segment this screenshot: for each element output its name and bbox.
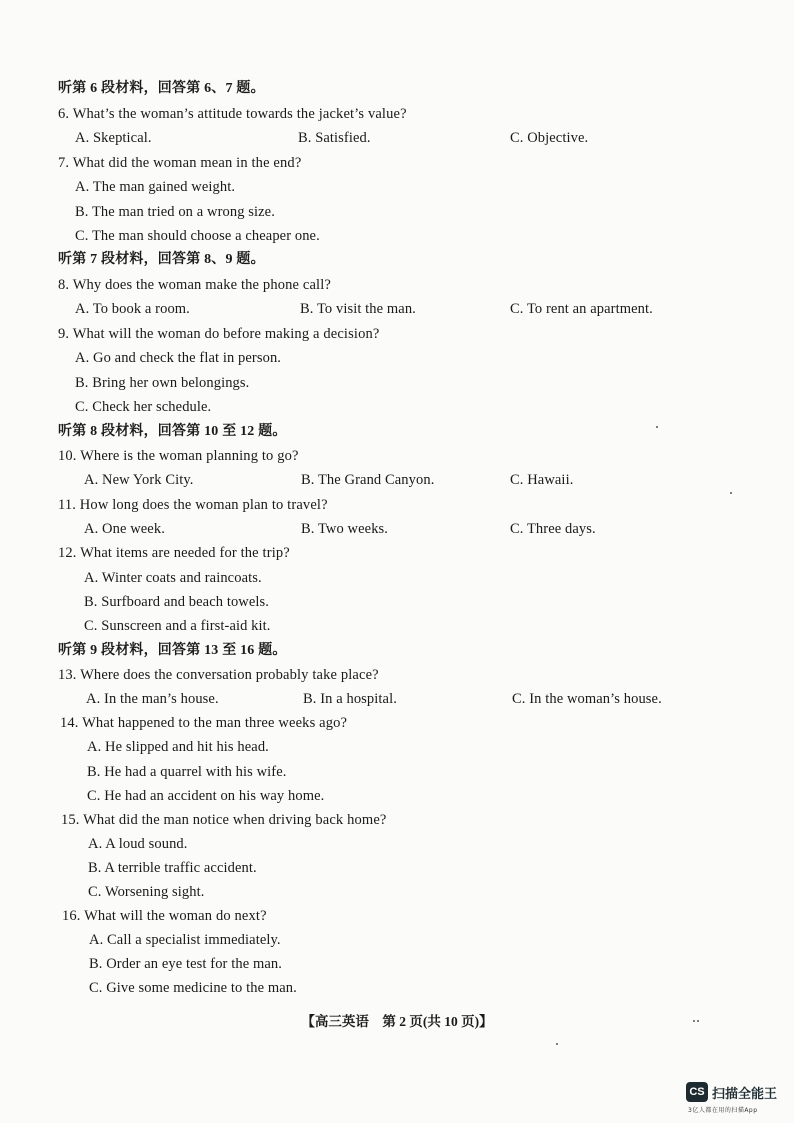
question-11-stem: 11. How long does the woman plan to travel?: [58, 497, 328, 513]
question-14-option-b: B. He had a quarrel with his wife.: [87, 764, 287, 780]
cs-logo-icon: CS: [686, 1082, 708, 1102]
question-13-option-a: A. In the man’s house.: [86, 691, 219, 707]
page-footer: 【高三英语 第 2 页(共 10 页)】: [301, 1014, 493, 1029]
question-16-option-b: B. Order an eye test for the man.: [89, 956, 282, 972]
question-7-option-b: B. The man tried on a wrong size.: [75, 204, 275, 220]
question-10-option-c: C. Hawaii.: [510, 472, 574, 488]
question-10-stem: 10. Where is the woman planning to go?: [58, 448, 299, 464]
question-9-option-c: C. Check her schedule.: [75, 399, 212, 415]
question-11-option-c: C. Three days.: [510, 521, 596, 537]
question-15-stem: 15. What did the man notice when driving back home?: [61, 812, 387, 828]
watermark-brand-name: 扫描全能王: [712, 1087, 778, 1102]
question-9-option-a: A. Go and check the flat in person.: [75, 350, 282, 366]
question-12-option-b: B. Surfboard and beach towels.: [84, 594, 270, 610]
question-11-option-b: B. Two weeks.: [301, 521, 389, 537]
question-6-stem: 6. What’s the woman’s attitude towards the jacket’s value?: [58, 106, 407, 122]
question-7-option-a: A. The man gained weight.: [75, 179, 236, 195]
question-13-option-b: B. In a hospital.: [303, 691, 397, 707]
question-16-stem: 16. What will the woman do next?: [62, 908, 267, 924]
question-7-stem: 7. What did the woman mean in the end?: [58, 155, 302, 171]
question-15-option-b: B. A terrible traffic accident.: [88, 860, 257, 876]
question-8-stem: 8. Why does the woman make the phone call?: [58, 277, 331, 293]
question-10-option-b: B. The Grand Canyon.: [301, 472, 435, 488]
section-heading-9: 听第 9 段材料，回答第 13 至 16 题。: [58, 643, 287, 658]
watermark-tagline: 3亿人都在用的扫描App: [688, 1107, 758, 1114]
scan-speck: [730, 492, 732, 494]
question-14-stem: 14. What happened to the man three weeks ago?: [60, 715, 348, 731]
question-6-option-c: C. Objective.: [510, 130, 589, 146]
question-8-option-c: C. To rent an apartment.: [510, 301, 653, 317]
question-6-option-a: A. Skeptical.: [75, 130, 152, 146]
scan-speck: [656, 426, 658, 428]
question-9-stem: 9. What will the woman do before making a decision?: [58, 326, 380, 342]
scan-speck: [693, 1020, 695, 1022]
question-12-option-c: C. Sunscreen and a first-aid kit.: [84, 618, 271, 634]
section-heading-8: 听第 8 段材料，回答第 10 至 12 题。: [58, 424, 287, 439]
question-7-option-c: C. The man should choose a cheaper one.: [75, 228, 320, 244]
question-14-option-c: C. He had an accident on his way home.: [87, 788, 325, 804]
scanner-watermark: [686, 1082, 790, 1116]
question-8-option-a: A. To book a room.: [75, 301, 190, 317]
section-heading-6: 听第 6 段材料，回答第 6、7 题。: [58, 81, 265, 96]
question-9-option-b: B. Bring her own belongings.: [75, 375, 250, 391]
question-15-option-a: A. A loud sound.: [88, 836, 188, 852]
question-15-option-c: C. Worsening sight.: [88, 884, 205, 900]
question-10-option-a: A. New York City.: [84, 472, 194, 488]
question-13-stem: 13. Where does the conversation probably take place?: [58, 667, 379, 683]
question-13-option-c: C. In the woman’s house.: [512, 691, 662, 707]
question-14-option-a: A. He slipped and hit his head.: [87, 739, 269, 755]
question-16-option-c: C. Give some medicine to the man.: [89, 980, 297, 996]
question-8-option-b: B. To visit the man.: [300, 301, 416, 317]
question-12-option-a: A. Winter coats and raincoats.: [84, 570, 262, 586]
scan-speck: [556, 1043, 558, 1045]
question-12-stem: 12. What items are needed for the trip?: [58, 545, 290, 561]
section-heading-7: 听第 7 段材料，回答第 8、9 题。: [58, 252, 265, 267]
question-11-option-a: A. One week.: [84, 521, 165, 537]
question-16-option-a: A. Call a specialist immediately.: [89, 932, 281, 948]
scan-speck: [697, 1020, 699, 1022]
question-6-option-b: B. Satisfied.: [298, 130, 371, 146]
